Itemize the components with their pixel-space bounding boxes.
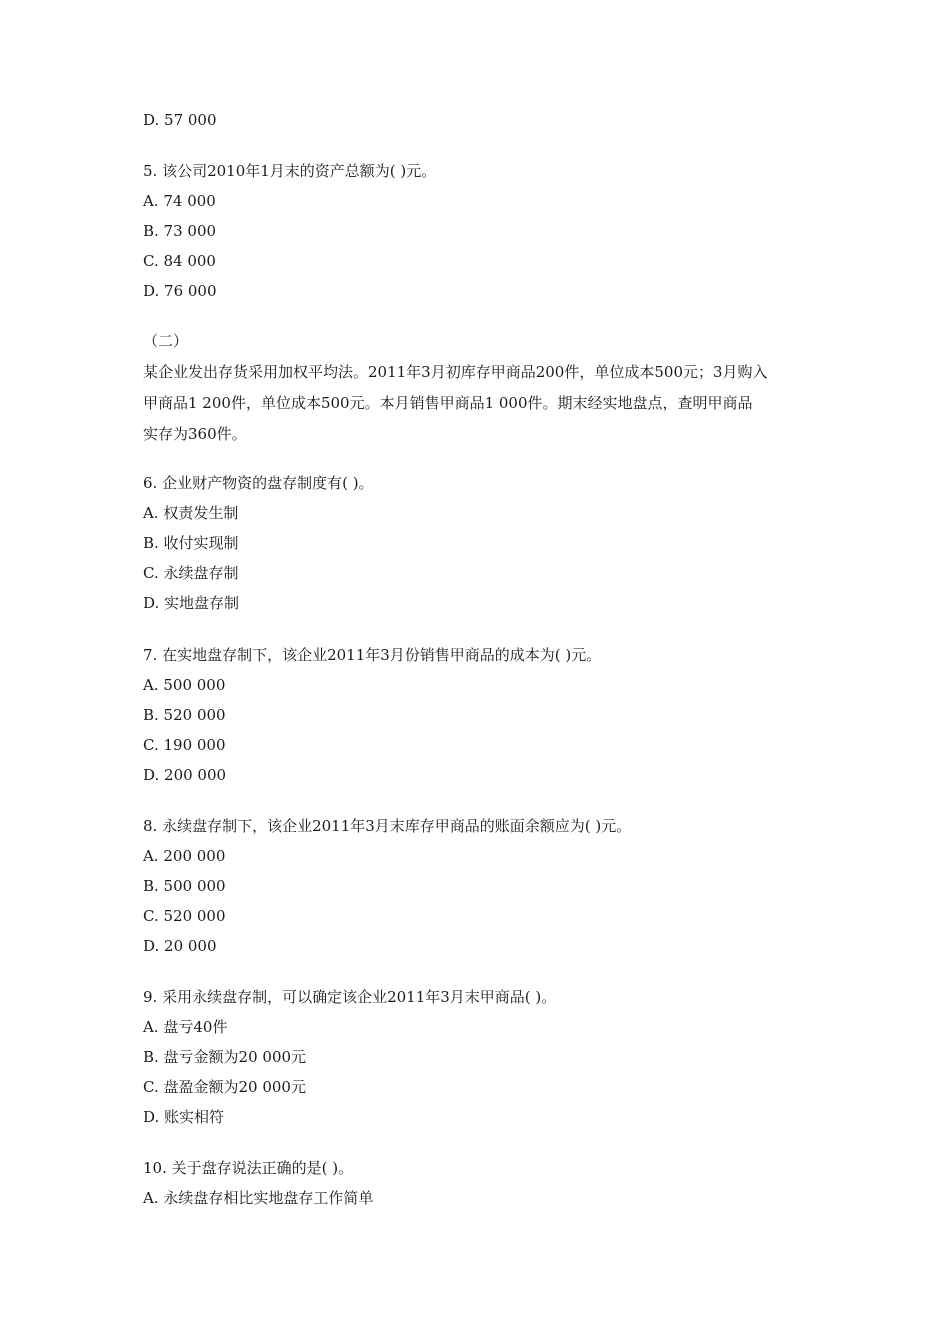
q7-option-c: C. 190 000 bbox=[143, 736, 226, 754]
q5-option-c: C. 84 000 bbox=[143, 252, 216, 270]
question-9-stem: 9. 采用永续盘存制，可以确定该企业2011年3月末甲商品( )。 bbox=[143, 988, 557, 1006]
q6-option-c: C. 永续盘存制 bbox=[143, 564, 239, 582]
q6-option-d: D. 实地盘存制 bbox=[143, 594, 240, 612]
passage-line-2: 甲商品1 200件，单位成本500元。本月销售甲商品1 000件。期末经实地盘点，查明甲商品 bbox=[143, 394, 753, 412]
q7-option-b: B. 520 000 bbox=[143, 706, 226, 724]
option-d-prev: D. 57 000 bbox=[143, 111, 217, 129]
passage-line-3: 实存为360件。 bbox=[143, 425, 247, 443]
q6-option-a: A. 权责发生制 bbox=[143, 504, 239, 522]
q9-option-a: A. 盘亏40件 bbox=[143, 1018, 228, 1036]
q6-option-b: B. 收付实现制 bbox=[143, 534, 239, 552]
q8-option-a: A. 200 000 bbox=[143, 847, 226, 865]
q7-option-a: A. 500 000 bbox=[143, 676, 226, 694]
q8-option-d: D. 20 000 bbox=[143, 937, 217, 955]
q9-option-c: C. 盘盈金额为20 000元 bbox=[143, 1078, 306, 1096]
q9-option-d: D. 账实相符 bbox=[143, 1108, 225, 1126]
passage-line-1: 某企业发出存货采用加权平均法。2011年3月初库存甲商品200件，单位成本500元；3月购入 bbox=[143, 363, 768, 381]
q10-option-a: A. 永续盘存相比实地盘存工作简单 bbox=[143, 1189, 374, 1207]
q9-option-b: B. 盘亏金额为20 000元 bbox=[143, 1048, 307, 1066]
question-5-stem: 5. 该公司2010年1月末的资产总额为( )元。 bbox=[143, 162, 437, 180]
q8-option-c: C. 520 000 bbox=[143, 907, 226, 925]
section-heading: （二） bbox=[143, 332, 189, 350]
question-10-stem: 10. 关于盘存说法正确的是( )。 bbox=[143, 1159, 354, 1177]
q5-option-b: B. 73 000 bbox=[143, 222, 217, 240]
q5-option-a: A. 74 000 bbox=[143, 192, 216, 210]
q5-option-d: D. 76 000 bbox=[143, 282, 217, 300]
q8-option-b: B. 500 000 bbox=[143, 877, 226, 895]
question-7-stem: 7. 在实地盘存制下，该企业2011年3月份销售甲商品的成本为( )元。 bbox=[143, 646, 602, 664]
question-6-stem: 6. 企业财产物资的盘存制度有( )。 bbox=[143, 474, 374, 492]
q7-option-d: D. 200 000 bbox=[143, 766, 227, 784]
question-8-stem: 8. 永续盘存制下，该企业2011年3月末库存甲商品的账面余额应为( )元。 bbox=[143, 817, 632, 835]
